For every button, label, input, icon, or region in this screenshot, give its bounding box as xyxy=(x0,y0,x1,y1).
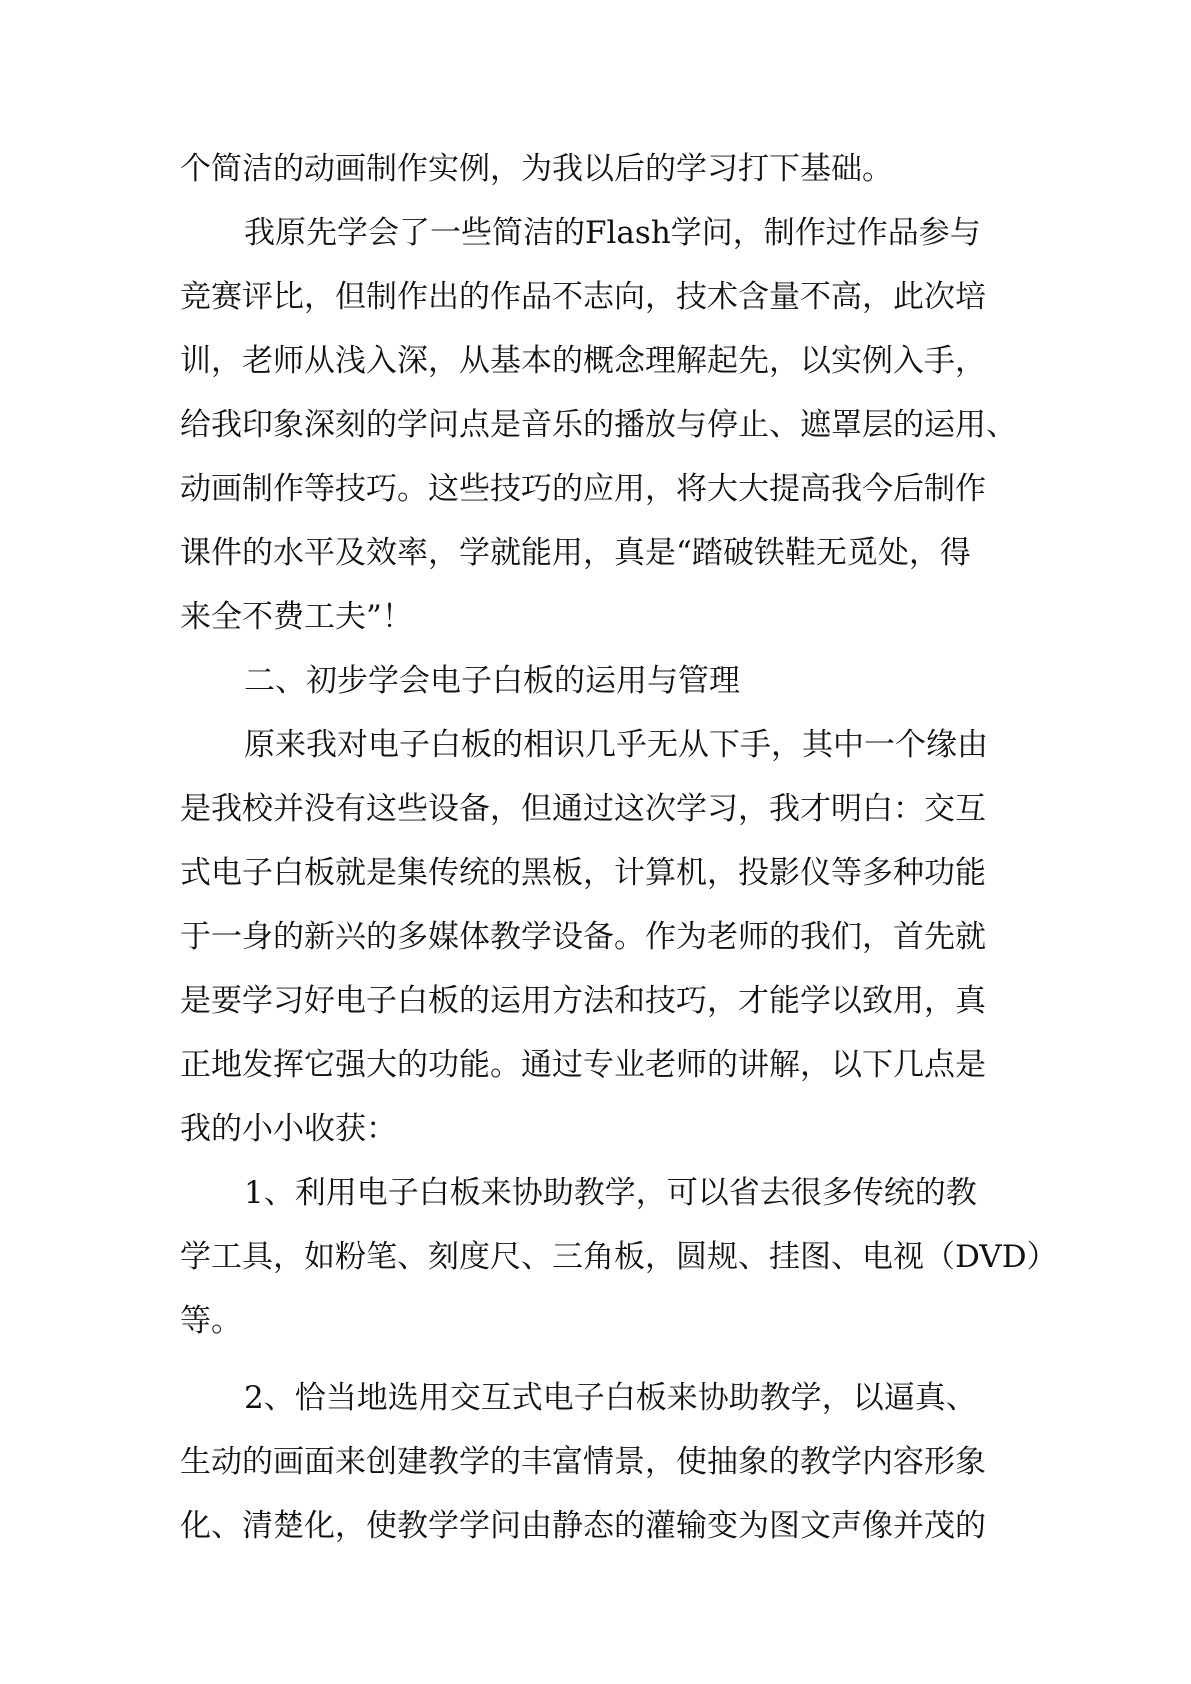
list-item-2-line-2: 生动的画面来创建教学的丰富情景，使抽象的教学内容形象 xyxy=(180,1444,986,1480)
text-line-15: 正地发挥它强大的功能。通过专业老师的讲解，以下几点是 xyxy=(180,1047,986,1083)
text-line-10: 原来我对电子白板的相识几乎无从下手，其中一个缘由 xyxy=(244,727,988,763)
section-heading: 二、初步学会电子白板的运用与管理 xyxy=(244,663,740,699)
list-item-1-line-3: 等。 xyxy=(180,1303,242,1339)
text-line-12: 式电子白板就是集传统的黑板，计算机，投影仪等多种功能 xyxy=(180,855,986,891)
text-line-7: 课件的水平及效率，学就能用，真是“踏破铁鞋无觅处，得 xyxy=(180,535,971,571)
text-line-6: 动画制作等技巧。这些技巧的应用，将大大提高我今后制作 xyxy=(180,471,986,507)
text-line-16: 我的小小收获： xyxy=(180,1111,397,1147)
text-line-13: 于一身的新兴的多媒体教学设备。作为老师的我们，首先就 xyxy=(180,919,986,955)
document-body xyxy=(180,137,1058,1558)
list-item-2-line-1: 2、恰当地选用交互式电子白板来协助教学，以逼真、 xyxy=(244,1380,977,1416)
text-line-1: 个简洁的动画制作实例，为我以后的学习打下基础。 xyxy=(180,151,893,187)
list-item-2-line-3: 化、清楚化，使教学学问由静态的灌输变为图文声像并茂的 xyxy=(180,1508,986,1544)
list-item-1-line-2: 学工具，如粉笔、刻度尺、三角板，圆规、挂图、电视（DVD） xyxy=(180,1239,1058,1275)
text-line-11: 是我校并没有这些设备，但通过这次学习，我才明白：交互 xyxy=(180,791,986,827)
text-line-3: 竞赛评比，但制作出的作品不志向，技术含量不高，此次培 xyxy=(180,279,986,315)
text-line-5: 给我印象深刻的学问点是音乐的播放与停止、遮罩层的运用、 xyxy=(180,407,1017,443)
text-line-8: 来全不费工夫”！ xyxy=(180,599,413,635)
paragraph-gap xyxy=(180,1353,1020,1366)
text-line-14: 是要学习好电子白板的运用方法和技巧，才能学以致用，真 xyxy=(180,983,986,1019)
list-item-1-line-1: 1、利用电子白板来协助教学，可以省去很多传统的教 xyxy=(244,1175,977,1211)
text-line-2: 我原先学会了一些简洁的Flash学问，制作过作品参与 xyxy=(244,215,981,251)
text-line-4: 训，老师从浅入深，从基本的概念理解起先，以实例入手， xyxy=(180,343,986,379)
